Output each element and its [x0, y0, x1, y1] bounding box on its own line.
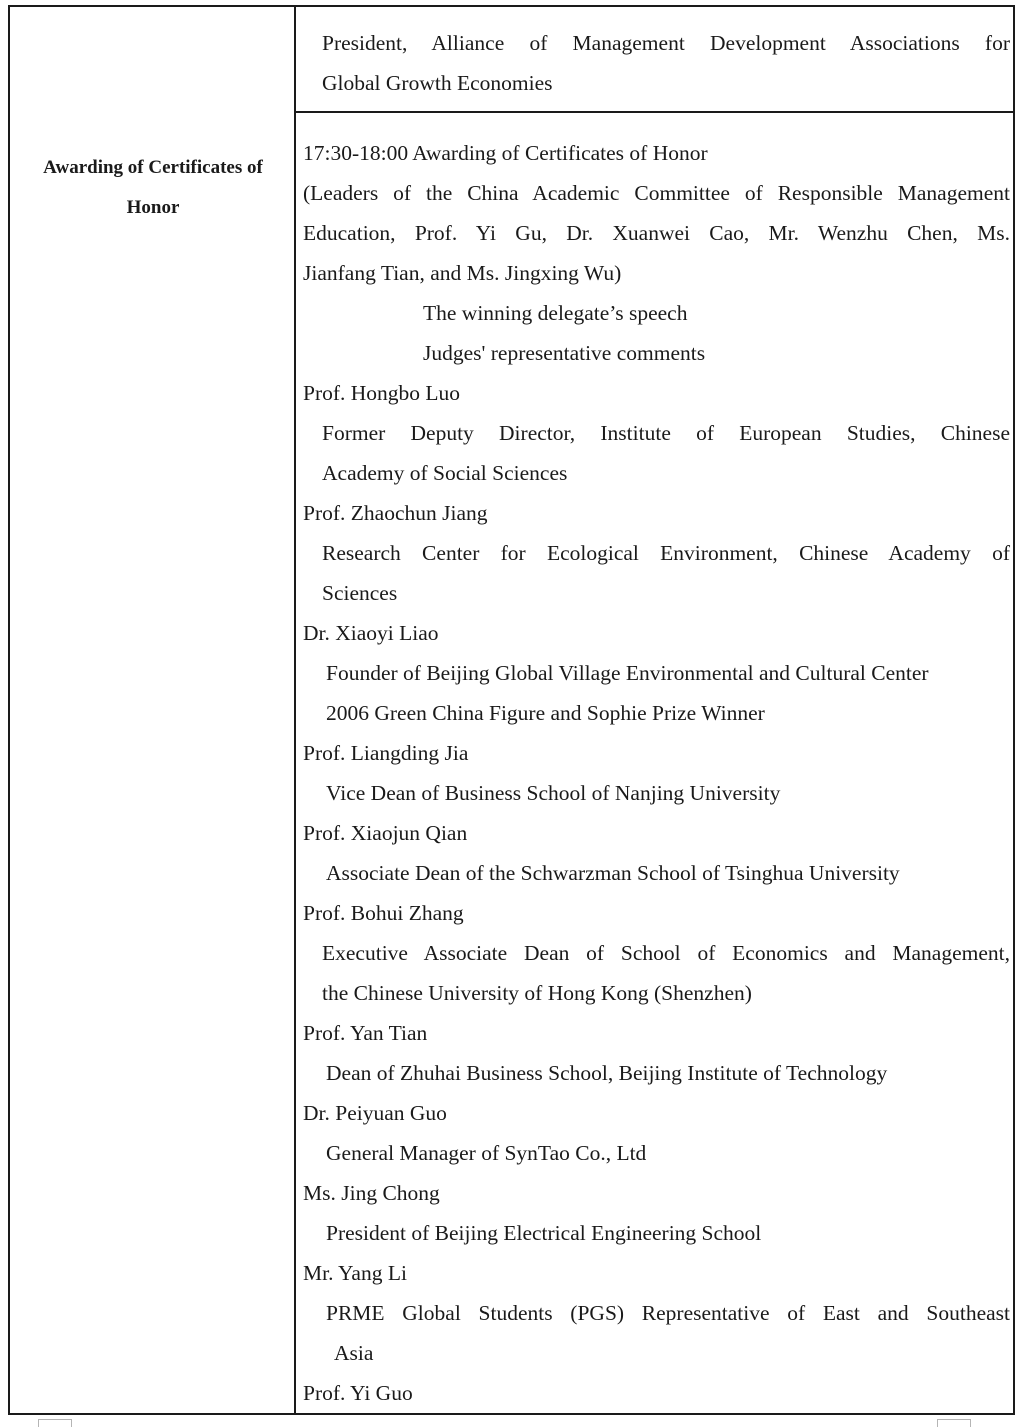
judge-title: President of Beijing Electrical Engineering School	[326, 1221, 762, 1245]
top-cell-line: President, Alliance of Management Development Associations for	[322, 31, 1010, 55]
judge-title: Asia	[334, 1341, 374, 1365]
judge-name: Prof. Bohui Zhang	[303, 901, 464, 925]
judge-name: Mr. Yang Li	[303, 1261, 407, 1285]
judge-name: Prof. Yi Guo	[303, 1381, 413, 1405]
judge-title: Research Center for Ecological Environment, Chinese Academy of	[322, 541, 1010, 565]
judge-title: Associate Dean of the Schwarzman School of Tsinghua University	[326, 861, 900, 885]
judge-title: Dean of Zhuhai Business School, Beijing Institute of Technology	[326, 1061, 888, 1085]
judge-name: Prof. Yan Tian	[303, 1021, 428, 1045]
judge-title: General Manager of SynTao Co., Ltd	[326, 1141, 647, 1165]
judge-title: the Chinese University of Hong Kong (Shenzhen)	[322, 981, 752, 1005]
judge-title: Sciences	[322, 581, 398, 605]
judge-title: PRME Global Students (PGS) Representative of East and Southeast	[326, 1301, 1010, 1325]
judge-name: Ms. Jing Chong	[303, 1181, 440, 1205]
judge-title: Vice Dean of Business School of Nanjing University	[326, 781, 781, 805]
main-cell	[296, 113, 1013, 1413]
judge-name: Prof. Liangding Jia	[303, 741, 469, 765]
program-item: The winning delegate’s speech	[423, 301, 688, 325]
leaders-line: Jianfang Tian, and Ms. Jingxing Wu)	[303, 261, 622, 285]
judge-title: 2006 Green China Figure and Sophie Prize Winner	[326, 701, 765, 725]
judge-title: Founder of Beijing Global Village Environmental and Cultural Center	[326, 661, 929, 685]
judge-name: Prof. Hongbo Luo	[303, 381, 461, 405]
judge-name: Dr. Peiyuan Guo	[303, 1101, 447, 1125]
session-cell	[10, 7, 296, 1413]
judge-name: Dr. Xiaoyi Liao	[303, 621, 439, 645]
leaders-line: (Leaders of the China Academic Committee of Responsible Management	[303, 181, 1010, 205]
judge-title: Academy of Social Sciences	[322, 461, 568, 485]
judge-title: Former Deputy Director, Institute of European Studies, Chinese	[322, 421, 1010, 445]
program-item: Judges' representative comments	[423, 341, 706, 365]
schedule-line: 17:30-18:00 Awarding of Certificates of Honor	[303, 141, 708, 165]
judge-name: Prof. Xiaojun Qian	[303, 821, 468, 845]
top-cell	[296, 7, 1013, 113]
judge-name: Prof. Zhaochun Jiang	[303, 501, 488, 525]
top-cell-line: Global Growth Economies	[322, 71, 553, 95]
session-title: Awarding of Certificates of Honor	[43, 157, 263, 218]
agenda-table	[8, 5, 1015, 1415]
leaders-line: Education, Prof. Yi Gu, Dr. Xuanwei Cao, Mr. Wenzhu Chen, Ms.	[303, 221, 1010, 245]
judge-title: Executive Associate Dean of School of Economics and Management,	[322, 941, 1010, 965]
